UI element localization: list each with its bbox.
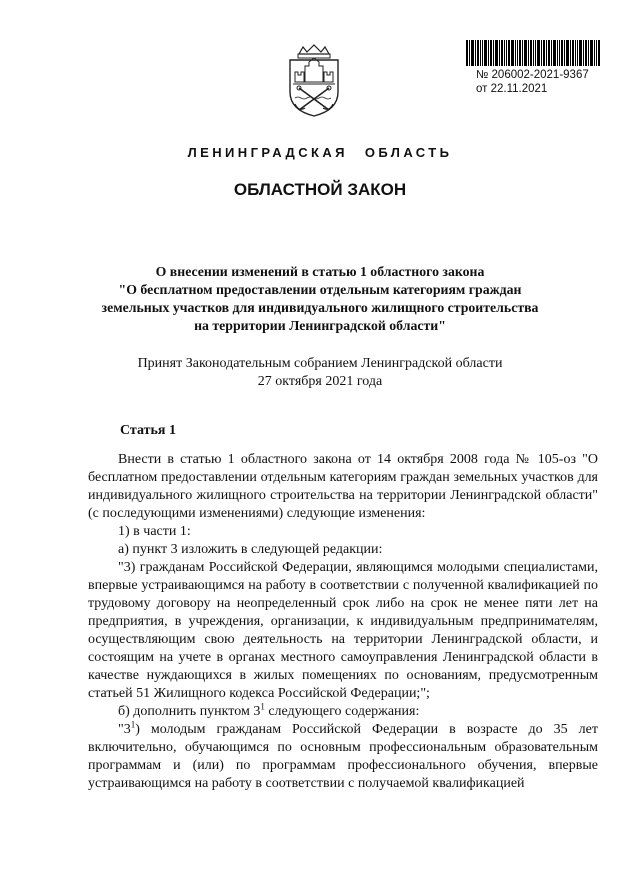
item-1-paragraph: 1) в части 1:	[118, 524, 191, 539]
adoption-line: Принят Законодательным собранием Ленинградской области	[137, 356, 503, 371]
item-a-paragraph: а) пункт 3 изложить в следующей редакции:	[118, 542, 383, 557]
intro-paragraph: Внести в статью 1 областного закона от 14 октября 2008 года № 105-оз "О бесплатном предоставлении отдельным категориям граждан земельных участков для индивидуального жилищного строительства на территории Ленинградской области" (с последующими изменениями) следующие изменения:	[88, 452, 598, 521]
item-b-text-end: следующего содержания:	[264, 704, 420, 719]
item-3-1-paragraph	[88, 721, 598, 793]
superscript: 1	[130, 719, 136, 730]
item-3-1-text: "3	[118, 722, 131, 737]
item-3-paragraph: "3) гражданам Российской Федерации, являющимся молодыми специалистами, впервые устраивающимся на работу в соответствии с полученной квалификацией по трудовому договору на неопределенный срок либо на срок не менее пяти лет на предприятия, в учреждения, организации, к индивидуальным предпринимателям, осуществляющим свою деятельность на территории Ленинградской области, и состоящим на учете в органах местного самоуправления Ленинградской области в качестве нуждающихся в жилых помещениях по основаниям, предусмотренным статьей 51 Жилищного кодекса Российской Федерации;";	[88, 560, 598, 701]
law-title-line: на территории Ленинградской области"	[194, 318, 446, 333]
article-heading: Статья 1	[120, 423, 176, 438]
adoption-note	[0, 355, 640, 391]
coat-of-arms-emblem	[285, 44, 343, 118]
superscript: 1	[260, 701, 265, 712]
registration-date: от 22.11.2021	[476, 83, 548, 95]
law-type-heading: ОБЛАСТНОЙ ЗАКОН	[233, 180, 407, 199]
adoption-date: 27 октября 2021 года	[257, 374, 383, 389]
barcode	[466, 40, 600, 66]
law-title-line: "О бесплатном предоставлении отдельным категориям граждан	[118, 282, 522, 297]
item-b-text: б) дополнить пунктом 3	[118, 704, 261, 719]
law-title-line: земельных участков для индивидуального жилищного строительства	[101, 300, 539, 315]
item-3-1-text-end: ) молодым гражданам Российской Федерации в возрасте до 35 лет включительно, обучающимся по основным профессиональным образовательным программам и (или) по программам профессионального обучения, впервые устраивающимся на работу в соответствии с получаемой квалификацией	[88, 722, 598, 791]
registration-block	[476, 68, 589, 96]
article-body	[88, 451, 598, 793]
region-name: ЛЕНИНГРАДСКАЯ ОБЛАСТЬ	[187, 145, 453, 160]
law-title	[80, 263, 560, 335]
item-b-paragraph	[88, 703, 598, 721]
law-title-line: О внесении изменений в статью 1 областного закона	[155, 264, 485, 279]
registration-number: № 206002-2021-9367	[476, 69, 589, 81]
